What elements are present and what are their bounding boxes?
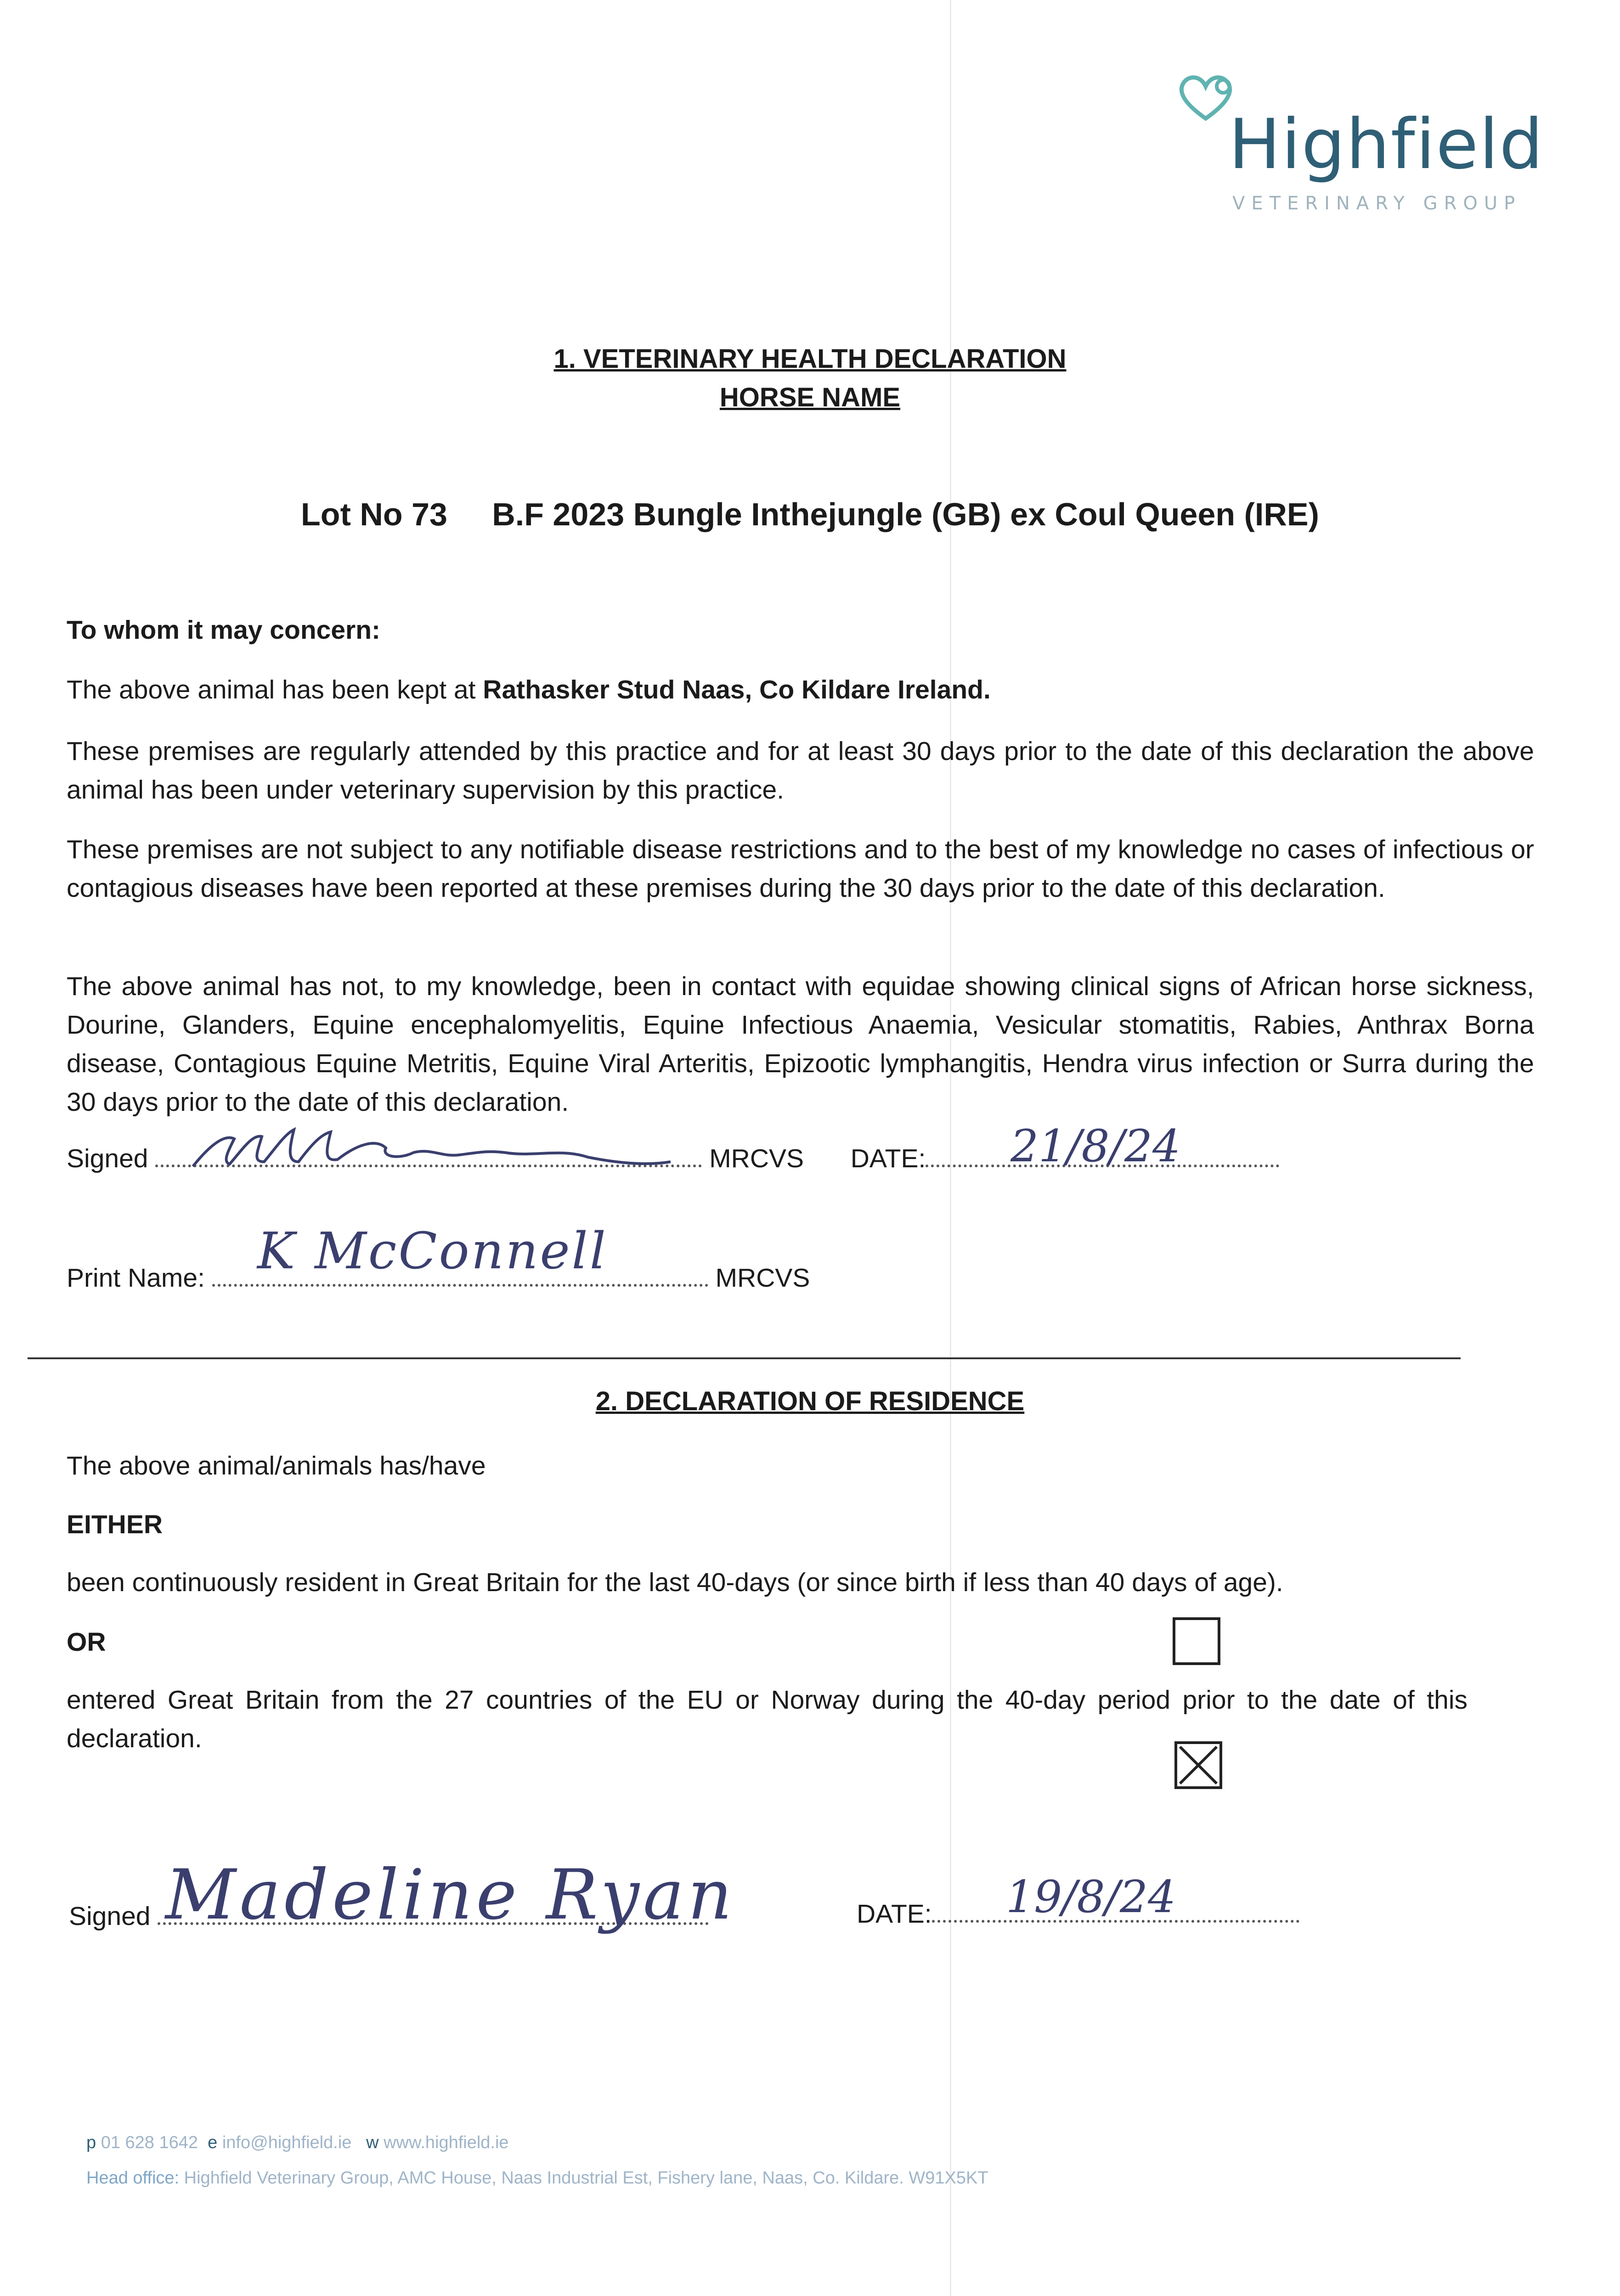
kept-place: Rathasker Stud Naas, Co Kildare Ireland. [483,675,991,704]
footer-phone: 01 628 1642 [101,2133,198,2152]
lot-number: Lot No 73 [301,496,447,532]
kept-prefix: The above animal has been kept at [67,675,483,704]
greeting: To whom it may concern: [67,615,381,645]
logo-subtitle: VETERINARY GROUP [1232,193,1522,214]
mrcvs-label: MRCVS [709,1144,804,1173]
footer-web[interactable]: www.highfield.ie [384,2133,509,2152]
option1-checkbox[interactable] [1173,1617,1220,1665]
option2-text: entered Great Britain from the 27 countries of the EU or Norway during the 40-day period prior to the date of this declaration. [67,1685,1468,1753]
office-address: Highfield Veterinary Group, AMC House, Naas Industrial Est, Fishery lane, Naas, Co. Kildare. W91X5KT [184,2168,988,2188]
horse-name-heading: HORSE NAME [719,383,901,412]
section-divider [28,1357,1461,1359]
vet-date: 21/8/24 [1010,1120,1181,1172]
print-name-label: Print Name: [67,1263,205,1293]
print-name-handwritten: K McConnell [257,1221,608,1280]
section1-heading: 1. VETERINARY HEALTH DECLARATION [553,344,1067,374]
option2-checkbox[interactable] [1174,1741,1222,1789]
kept-statement [67,670,1534,709]
either-label: EITHER [67,1510,163,1539]
office-label: Head office: [86,2168,180,2188]
disease-restriction-paragraph: These premises are not subject to any notifiable disease restrictions and to the best of my knowledge no cases of infectious or contagious diseases have been reported at these premises during the 30 days prior to the date of this declaration. [67,835,1534,903]
lot-title [0,496,1620,533]
residence-date-label: DATE: [857,1899,932,1929]
residence-intro: The above animal/animals has/have [67,1451,486,1480]
footer-office [86,2168,988,2188]
footer-contacts [86,2133,509,2153]
checkbox-cross-icon [1177,1744,1219,1786]
option1-text: been continuously resident in Great Britain for the last 40-days (or since birth if less than 40 days of age). [67,1568,1283,1597]
highfield-logo [1174,68,1544,224]
or-label: OR [67,1627,106,1657]
residence-signed-label: Signed [69,1902,151,1931]
phone-label: p [86,2133,96,2152]
print-mrcvs-label: MRCVS [715,1263,810,1293]
contact-paragraph: The above animal has not, to my knowledge, been in contact with equidae showing clinical signs of African horse sickness, Dourine, Glanders, Equine encephalomyelitis, Equine Infectious Anaemia, Vesicular stomatitis, Rabies, Anthrax Borna disease, Contagious Equine Metritis, Equine Viral Arteritis, Epizootic lymphangitis, Hendra virus infection or Surra during the 30 days prior to the date of this declaration. [67,972,1534,1117]
section2-heading: 2. DECLARATION OF RESIDENCE [595,1386,1025,1416]
supervision-paragraph: These premises are regularly attended by this practice and for at least 30 days prior to the date of this declaration the above animal has been under veterinary supervision by this practice. [67,737,1534,805]
residence-signature: Madeline Ryan [165,1855,736,1935]
vet-signature [184,1116,689,1180]
logo-wordmark: Highfield [1229,105,1544,185]
print-name-line [212,1280,708,1287]
residence-date: 19/8/24 [1006,1871,1176,1923]
horse-description: B.F 2023 Bungle Inthejungle (GB) ex Coul Queen (IRE) [492,496,1319,532]
email-label: e [208,2133,218,2152]
date-label: DATE: [850,1144,926,1173]
signed-label: Signed [67,1144,148,1173]
web-label: w [366,2133,379,2152]
footer-email[interactable]: info@highfield.ie [222,2133,352,2152]
